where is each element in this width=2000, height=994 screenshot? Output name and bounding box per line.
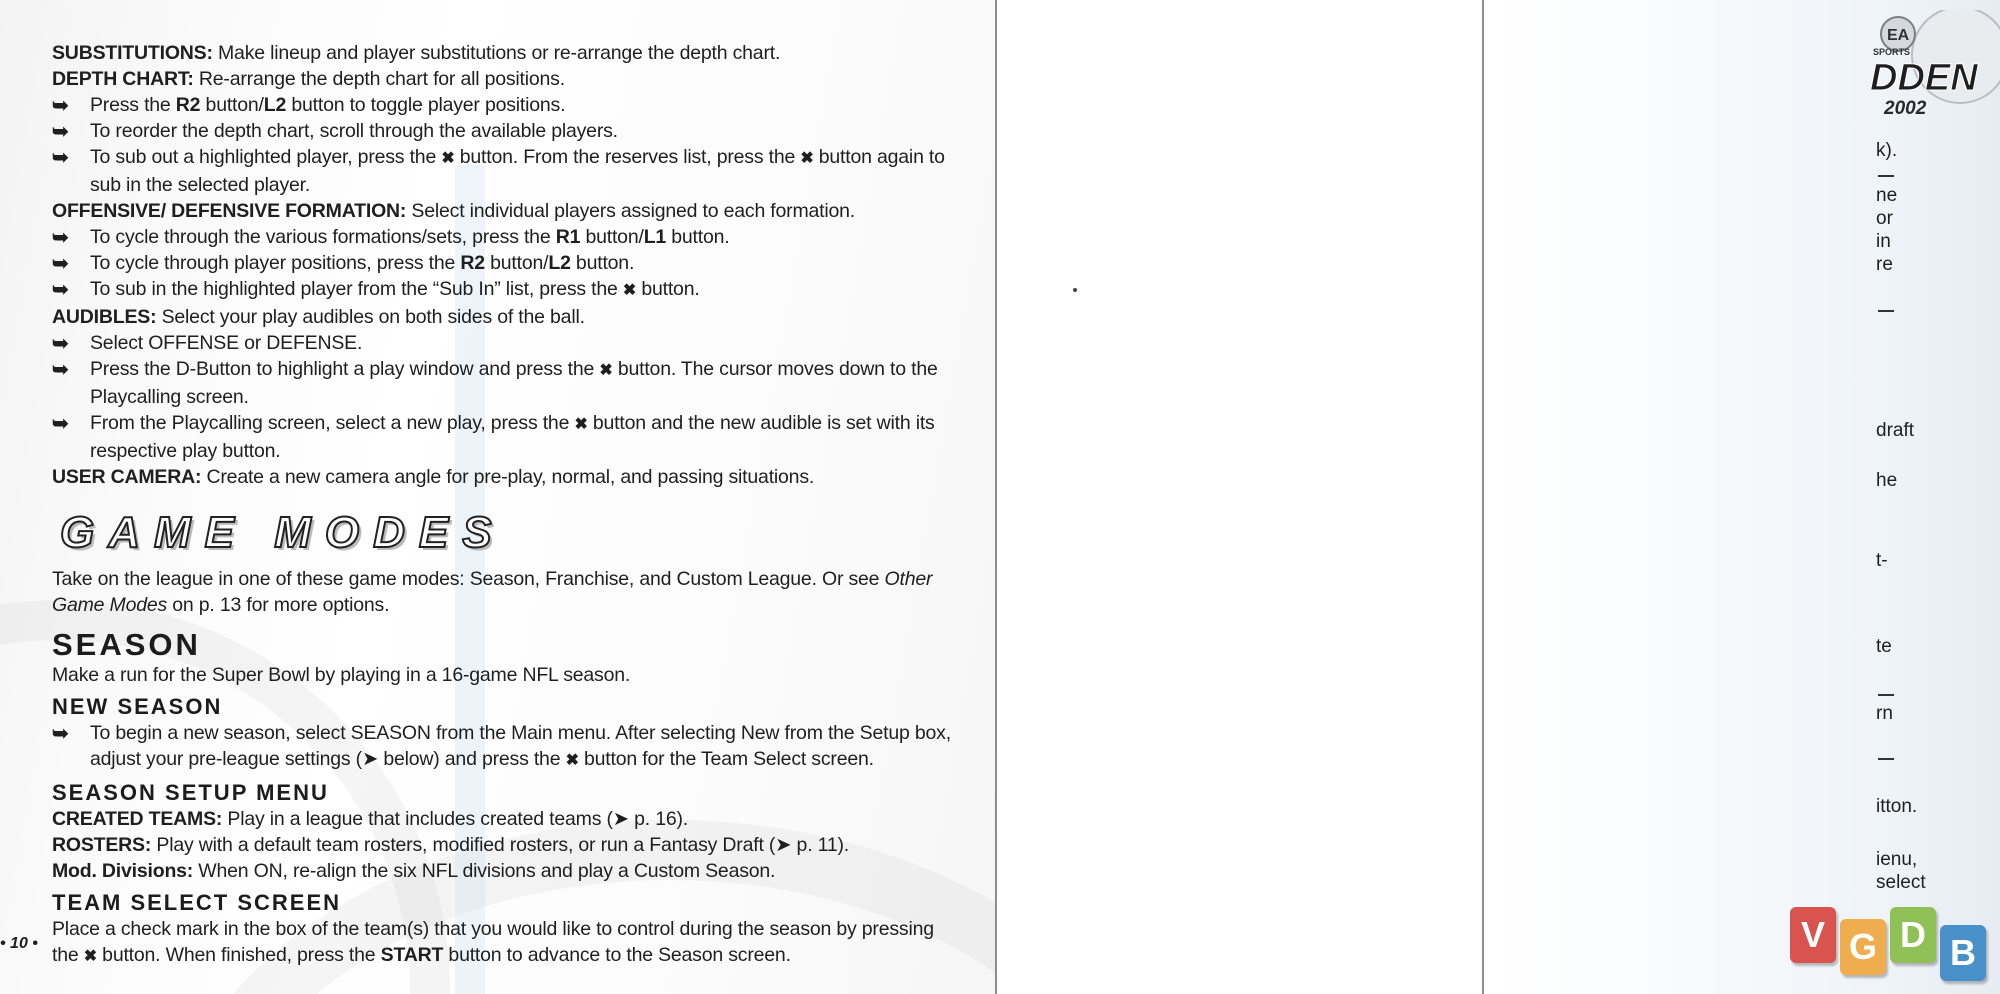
- text: Play with a default team rosters, modified rosters, or run a Fantasy Draft (➤ p. 11).: [151, 834, 849, 856]
- print-speck: [1073, 288, 1077, 292]
- text: Press the: [90, 94, 176, 116]
- text: To sub in the highlighted player from the “Sub In” list, press the: [90, 278, 623, 300]
- new-season-bullet: [52, 720, 952, 774]
- text: button and the new audible is set with its respective play button.: [90, 412, 935, 462]
- cutoff-text: itton.: [1876, 796, 1918, 817]
- cutoff-text: or: [1876, 208, 1893, 229]
- depth-chart-text: Re-arrange the depth chart for all positions.: [193, 68, 565, 90]
- text: button/: [200, 94, 264, 116]
- depth-chart-bullet-3: [52, 144, 952, 198]
- formation-bullet-2: [52, 250, 952, 276]
- depth-chart-bullet-2: [52, 118, 952, 144]
- r1-button-label: R1: [555, 226, 581, 248]
- rosters-label: ROSTERS:: [52, 834, 152, 856]
- text: button. The cursor moves down to the Playcalling screen.: [90, 358, 938, 408]
- text: Select OFFENSE or DEFENSE.: [90, 332, 363, 354]
- arrow-bullet-icon: ➥: [52, 253, 69, 275]
- x-button-icon: ✖: [83, 948, 97, 965]
- text: When ON, re-align the six NFL divisions and play a Custom Season.: [193, 860, 776, 882]
- text: button.: [636, 278, 700, 300]
- text: button. From the reserves list, press the: [454, 146, 801, 168]
- right-page: [1484, 0, 2000, 994]
- text: button to toggle player positions.: [286, 94, 566, 116]
- text: button/: [580, 226, 644, 248]
- formation-bullet-3: [52, 276, 952, 304]
- vgdb-tile-g: G: [1840, 919, 1886, 975]
- cutoff-text: draft: [1876, 420, 1915, 441]
- dash-rule: [1878, 310, 1894, 312]
- cutoff-text: ienu,: [1876, 849, 1918, 870]
- formation-label: OFFENSIVE/ DEFENSIVE FORMATION:: [52, 200, 407, 222]
- user-camera-text: Create a new camera angle for pre-play, normal, and passing situations.: [201, 466, 815, 488]
- manual-text-column: [52, 40, 952, 970]
- arrow-bullet-icon: ➥: [52, 121, 69, 143]
- depth-chart-label: DEPTH CHART:: [52, 68, 194, 90]
- text: button/: [484, 252, 549, 274]
- season-text: Make a run for the Super Bowl by playing in a 16-game NFL season.: [52, 664, 631, 686]
- sports-logo-text: SPORTS: [1873, 47, 1911, 57]
- text: To cycle through player positions, press the: [90, 252, 461, 274]
- cutoff-text: select: [1876, 872, 1926, 893]
- depth-chart-para: [52, 66, 952, 92]
- game-modes-intro: [52, 566, 952, 618]
- page-number: • 10 •: [0, 935, 38, 952]
- arrow-bullet-icon: ➥: [52, 95, 69, 117]
- cutoff-text: he: [1876, 470, 1898, 491]
- text: button. When finished, press the: [96, 944, 381, 966]
- rosters-para: [52, 832, 952, 858]
- cutoff-text: te: [1876, 636, 1892, 657]
- dash-rule: [1878, 758, 1894, 760]
- text: on p. 13 for more options.: [167, 594, 390, 616]
- text: Take on the league in one of these game modes: Season, Franchise, and Custom League. Or see: [52, 568, 885, 590]
- text: button to advance to the Season screen.: [443, 944, 791, 966]
- created-teams-para: [52, 806, 952, 832]
- cutoff-text: in: [1876, 231, 1891, 252]
- ea-logo-text: EA: [1887, 27, 1910, 44]
- vgdb-watermark: [1790, 905, 2000, 985]
- cutoff-text: re: [1876, 254, 1893, 275]
- dash-rule: [1878, 694, 1894, 696]
- text: button.: [666, 226, 730, 248]
- game-modes-heading: GAME MODES: [60, 508, 506, 557]
- arrow-bullet-icon: ➥: [52, 333, 69, 355]
- text: button again to sub in the selected player.: [90, 146, 945, 196]
- text: To begin a new season, select SEASON from the Main menu. After selecting New from the Setup box, adjust your pre-league settings (➤ below) and press the: [90, 722, 951, 770]
- mod-divisions-label: Mod. Divisions:: [52, 860, 194, 882]
- audibles-para: [52, 304, 952, 330]
- season-setup-heading: SEASON SETUP MENU: [52, 780, 329, 805]
- audibles-label: AUDIBLES:: [52, 306, 157, 328]
- team-select-heading: TEAM SELECT SCREEN: [52, 890, 342, 915]
- text: To reorder the depth chart, scroll through the available players.: [90, 120, 618, 142]
- user-camera-label: USER CAMERA:: [52, 466, 202, 488]
- x-button-icon: ✖: [565, 752, 579, 769]
- madden-logo-text: DDEN: [1870, 57, 1978, 99]
- blank-page: [997, 0, 1482, 994]
- cutoff-text: k).: [1876, 140, 1898, 161]
- arrow-bullet-icon: ➥: [52, 723, 69, 745]
- substitutions-text: Make lineup and player substitutions or re-arrange the depth chart.: [212, 42, 781, 64]
- year-logo-text: 2002: [1884, 98, 1927, 119]
- season-heading: SEASON: [52, 627, 201, 662]
- vgdb-tile-v: V: [1790, 907, 1836, 963]
- madden-2002-logo: [1870, 10, 2000, 125]
- arrow-bullet-icon: ➥: [52, 413, 69, 435]
- cutoff-text: ne: [1876, 185, 1898, 206]
- audibles-bullet-3: [52, 410, 952, 464]
- audibles-text: Select your play audibles on both sides of the ball.: [156, 306, 585, 328]
- new-season-heading: NEW SEASON: [52, 694, 223, 719]
- other-game-modes-ref: Other Game Modes: [52, 568, 933, 616]
- text: button.: [570, 252, 635, 274]
- l1-button-label: L1: [643, 226, 667, 248]
- created-teams-label: CREATED TEAMS:: [52, 808, 223, 830]
- arrow-bullet-icon: ➥: [52, 279, 69, 301]
- audibles-bullet-1: [52, 330, 952, 356]
- substitutions-label: SUBSTITUTIONS:: [52, 42, 213, 64]
- arrow-bullet-icon: ➥: [52, 227, 69, 249]
- formation-bullet-1: [52, 224, 952, 250]
- team-select-text: [52, 916, 952, 970]
- text: button for the Team Select screen.: [578, 748, 874, 770]
- audibles-bullet-2: [52, 356, 952, 410]
- vgdb-tile-b: B: [1940, 925, 1986, 981]
- cutoff-text: rn: [1876, 703, 1893, 724]
- start-button-label: START: [380, 944, 444, 966]
- x-button-icon: ✖: [599, 362, 613, 379]
- x-button-icon: ✖: [800, 150, 814, 167]
- text: From the Playcalling screen, select a new play, press the: [90, 412, 575, 434]
- x-button-icon: ✖: [441, 150, 455, 167]
- user-camera-para: [52, 464, 952, 490]
- text: To cycle through the various formations/sets, press the: [90, 226, 556, 248]
- text: Press the D-Button to highlight a play window and press the: [90, 358, 600, 380]
- arrow-bullet-icon: ➥: [52, 147, 69, 169]
- l2-button-label: L2: [548, 252, 571, 274]
- x-button-icon: ✖: [574, 416, 588, 433]
- r2-button-label: R2: [175, 94, 201, 116]
- cutoff-text: t-: [1876, 550, 1888, 571]
- text: Play in a league that includes created teams (➤ p. 16).: [222, 808, 688, 830]
- r2-button-label: R2: [460, 252, 485, 274]
- mod-divisions-para: [52, 858, 952, 884]
- formation-para: [52, 198, 952, 224]
- dash-rule: [1878, 175, 1894, 177]
- x-button-icon: ✖: [622, 282, 637, 299]
- depth-chart-bullet-1: [52, 92, 952, 118]
- l2-button-label: L2: [263, 94, 287, 116]
- arrow-bullet-icon: ➥: [52, 359, 69, 381]
- text: Place a check mark in the box of the team(s) that you would like to control during the season by pressing the: [52, 918, 934, 966]
- substitutions-para: [52, 40, 952, 66]
- vgdb-tile-d: D: [1890, 907, 1936, 963]
- left-page: [0, 0, 995, 994]
- text: To sub out a highlighted player, press the: [90, 146, 442, 168]
- formation-text: Select individual players assigned to each formation.: [406, 200, 856, 222]
